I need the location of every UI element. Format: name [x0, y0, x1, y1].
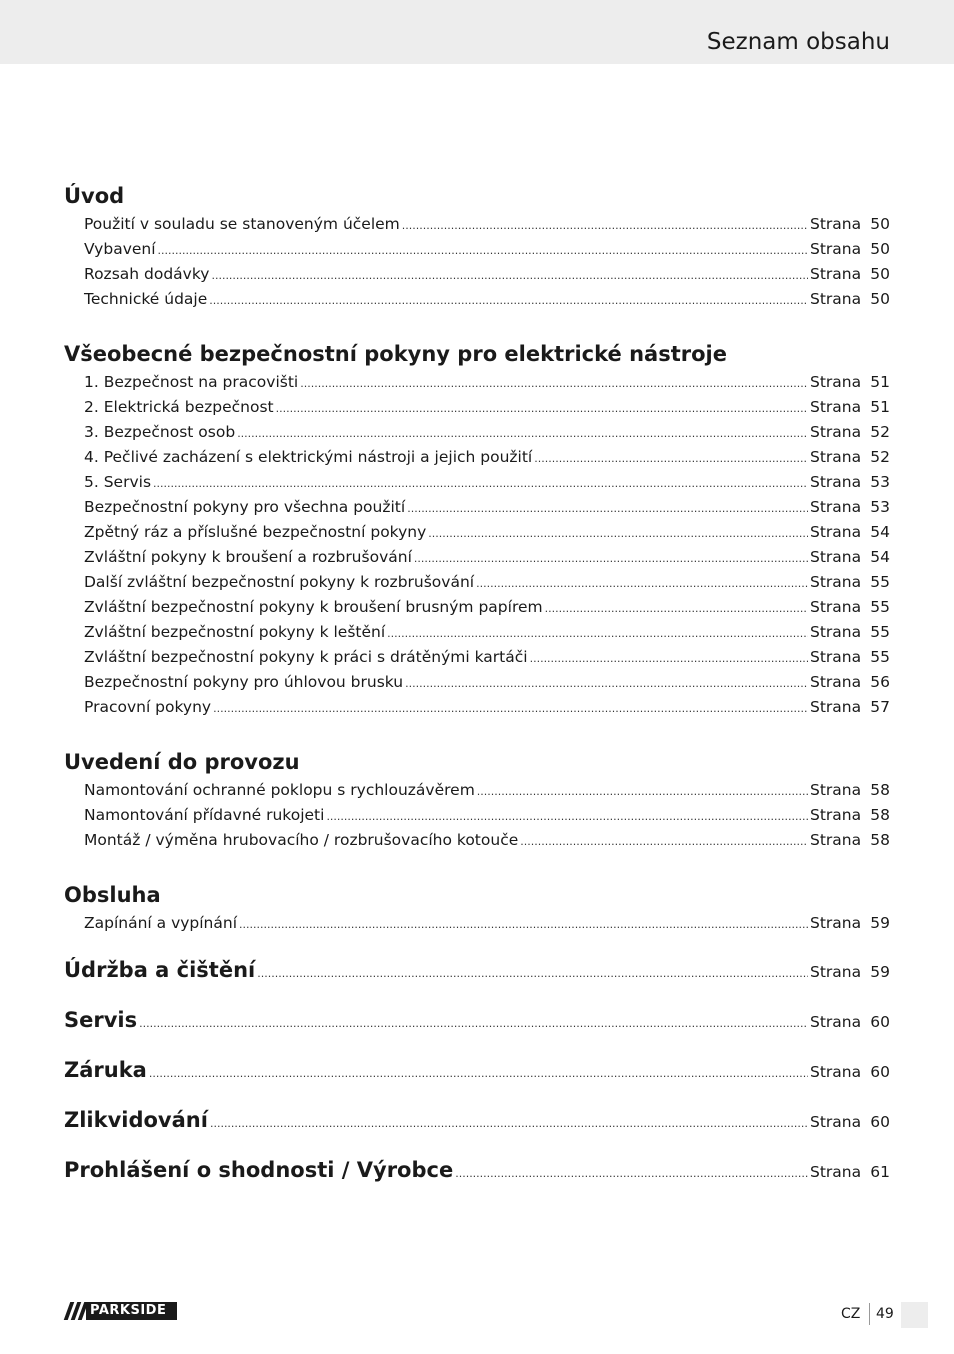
page-word: Strana [810, 215, 862, 233]
toc-entry[interactable] [64, 287, 890, 312]
dot-leader [213, 696, 808, 721]
section-heading: Uvedení do provozu [64, 750, 300, 774]
dot-leader [158, 238, 808, 263]
page-number: 50 [870, 265, 890, 283]
parkside-logo [64, 1302, 177, 1320]
dot-leader [239, 912, 808, 937]
page-number: 56 [870, 673, 890, 691]
dot-leader [405, 671, 808, 696]
entry-label: Zvláštní bezpečnostní pokyny k leštění [84, 623, 386, 641]
page-word: Strana [810, 473, 862, 491]
page-word: Strana [810, 573, 862, 591]
toc-entry[interactable] [64, 828, 890, 853]
toc-heading-entry-warranty[interactable] [64, 1054, 890, 1086]
entry-label: Zapínání a vypínání [84, 914, 238, 932]
entry-label: Další zvláštní bezpečnostní pokyny k rozbrušování [84, 573, 475, 591]
dot-leader [545, 596, 808, 621]
dot-leader [414, 546, 808, 571]
toc-entry[interactable] [64, 420, 890, 445]
entry-label: 1. Bezpečnost na pracovišti [84, 373, 299, 391]
page-word: Strana [810, 1163, 862, 1181]
toc-entry[interactable] [64, 695, 890, 720]
page-word: Strana [810, 523, 862, 541]
page-number: 58 [870, 781, 890, 799]
entry-label: 3. Bezpečnost osob [84, 423, 236, 441]
footer-divider [869, 1303, 870, 1325]
page-number: 53 [870, 498, 890, 516]
toc-entry[interactable] [64, 212, 890, 237]
toc-section-operation [64, 879, 890, 936]
entry-label: Použití v souladu se stanoveným účelem [84, 215, 400, 233]
dot-leader [326, 804, 808, 829]
entry-label: Záruka [64, 1058, 147, 1082]
toc-section-uvod [64, 180, 890, 312]
page-number: 59 [870, 914, 890, 932]
entry-label: Rozsah dodávky [84, 265, 210, 283]
dot-leader [476, 571, 808, 596]
page-number: 61 [870, 1163, 890, 1181]
dot-leader [428, 521, 808, 546]
dot-leader [402, 213, 808, 238]
footer-language: CZ [841, 1306, 861, 1322]
entry-label: Vybavení [84, 240, 156, 258]
toc-heading-entry-service[interactable] [64, 1004, 890, 1036]
entry-label: Namontování přídavné rukojeti [84, 806, 325, 824]
page-word: Strana [810, 290, 862, 308]
entry-label: Zvláštní bezpečnostní pokyny k broušení brusným papírem [84, 598, 543, 616]
entry-label: Údržba a čištění [64, 958, 256, 982]
page-number: 55 [870, 623, 890, 641]
dot-leader [149, 1058, 808, 1090]
page-word: Strana [810, 623, 862, 641]
page-word: Strana [810, 448, 862, 466]
dot-leader [520, 829, 808, 854]
dot-leader [455, 1158, 808, 1190]
toc-entry[interactable] [64, 495, 890, 520]
page-number: 50 [870, 290, 890, 308]
dot-leader [139, 1008, 808, 1040]
dot-leader [534, 446, 808, 471]
page-number: 57 [870, 698, 890, 716]
page-word: Strana [810, 548, 862, 566]
page-word: Strana [810, 1013, 862, 1031]
dot-leader [387, 621, 808, 646]
page-number: 54 [870, 523, 890, 541]
page-number: 60 [870, 1113, 890, 1131]
entry-label: Zvláštní pokyny k broušení a rozbrušování [84, 548, 412, 566]
page-word: Strana [810, 648, 862, 666]
page-word: Strana [810, 806, 862, 824]
logo-stripes-icon [64, 1302, 86, 1320]
toc-entry[interactable] [64, 645, 890, 670]
toc-entry[interactable] [64, 470, 890, 495]
entry-label: Servis [64, 1008, 138, 1032]
footer-page-number: 49 [876, 1306, 894, 1322]
page-number: 52 [870, 423, 890, 441]
entry-label: Namontování ochranné poklopu s rychlouzávěrem [84, 781, 475, 799]
entry-label: Bezpečnostní pokyny pro všechna použití [84, 498, 406, 516]
toc-entry[interactable] [64, 595, 890, 620]
page-number: 55 [870, 648, 890, 666]
page-number: 52 [870, 448, 890, 466]
page-word: Strana [810, 265, 862, 283]
page-word: Strana [810, 598, 862, 616]
footer-tab-box [901, 1302, 928, 1328]
page-word: Strana [810, 498, 862, 516]
page-number: 51 [870, 373, 890, 391]
toc-heading-entry-declaration[interactable] [64, 1154, 890, 1186]
dot-leader [211, 263, 808, 288]
entry-label: Pracovní pokyny [84, 698, 212, 716]
page-title: Seznam obsahu [706, 29, 890, 55]
toc-heading-entry-maintenance[interactable] [64, 954, 890, 986]
toc-entry[interactable] [64, 620, 890, 645]
page-number: 55 [870, 573, 890, 591]
toc-entry[interactable] [64, 911, 890, 936]
toc-entry[interactable] [64, 237, 890, 262]
dot-leader [153, 471, 808, 496]
dot-leader [276, 396, 808, 421]
page-word: Strana [810, 963, 862, 981]
dot-leader [477, 779, 808, 804]
toc-heading-entry-disposal[interactable] [64, 1104, 890, 1136]
section-heading: Obsluha [64, 883, 161, 907]
table-of-contents [64, 180, 890, 1186]
page-word: Strana [810, 673, 862, 691]
page-number: 53 [870, 473, 890, 491]
entry-label: Bezpečnostní pokyny pro úhlovou brusku [84, 673, 404, 691]
dot-leader [257, 958, 808, 990]
entry-label: Prohlášení o shodnosti / Výrobce [64, 1158, 454, 1182]
dot-leader [237, 421, 808, 446]
dot-leader [530, 646, 808, 671]
page-word: Strana [810, 373, 862, 391]
page-word: Strana [810, 423, 862, 441]
section-heading: Všeobecné bezpečnostní pokyny pro elektrické nástroje [64, 342, 727, 366]
section-heading: Úvod [64, 184, 125, 208]
toc-entry[interactable] [64, 262, 890, 287]
toc-entry[interactable] [64, 803, 890, 828]
page-word: Strana [810, 698, 862, 716]
entry-label: Zpětný ráz a příslušné bezpečnostní pokyny [84, 523, 427, 541]
toc-section-startup [64, 746, 890, 853]
toc-entry[interactable] [64, 778, 890, 803]
page-number: 51 [870, 398, 890, 416]
entry-label: 2. Elektrická bezpečnost [84, 398, 274, 416]
entry-label: Zlikvidování [64, 1108, 208, 1132]
dot-leader [210, 1108, 808, 1140]
page-number: 54 [870, 548, 890, 566]
entry-label: 5. Servis [84, 473, 152, 491]
page-word: Strana [810, 398, 862, 416]
toc-section-safety [64, 338, 890, 720]
page-number: 55 [870, 598, 890, 616]
entry-label: Zvláštní bezpečnostní pokyny k práci s drátěnými kartáči [84, 648, 528, 666]
toc-entry[interactable] [64, 545, 890, 570]
page-word: Strana [810, 1063, 862, 1081]
toc-entry[interactable] [64, 395, 890, 420]
toc-entry[interactable] [64, 570, 890, 595]
toc-entry[interactable] [64, 445, 890, 470]
entry-label: Montáž / výměna hrubovacího / rozbrušovacího kotouče [84, 831, 519, 849]
entry-label: Technické údaje [84, 290, 208, 308]
page-word: Strana [810, 1113, 862, 1131]
page-number: 50 [870, 240, 890, 258]
toc-entry[interactable] [64, 670, 890, 695]
toc-entry[interactable] [64, 370, 890, 395]
page-number: 50 [870, 215, 890, 233]
page-number: 58 [870, 831, 890, 849]
dot-leader [300, 371, 808, 396]
page-number: 58 [870, 806, 890, 824]
entry-label: 4. Pečlivé zacházení s elektrickými nástroji a jejich použití [84, 448, 533, 466]
logo-text: PARKSIDE [90, 1303, 167, 1318]
dot-leader [407, 496, 808, 521]
page-number: 59 [870, 963, 890, 981]
page-word: Strana [810, 831, 862, 849]
toc-entry[interactable] [64, 520, 890, 545]
dot-leader [209, 288, 808, 313]
page-number: 60 [870, 1013, 890, 1031]
page-word: Strana [810, 914, 862, 932]
page-word: Strana [810, 781, 862, 799]
page-word: Strana [810, 240, 862, 258]
page-number: 60 [870, 1063, 890, 1081]
